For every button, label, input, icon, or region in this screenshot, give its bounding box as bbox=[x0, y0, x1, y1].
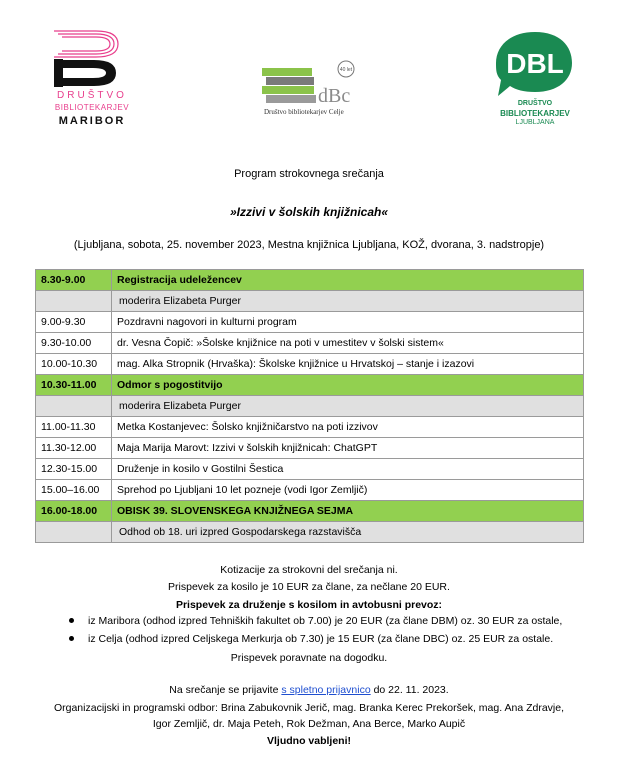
program-activity: Maja Marija Marovt: Izzivi v šolskih knjižnicah: ChatGPT bbox=[112, 438, 584, 459]
program-time: 16.00-18.00 bbox=[36, 501, 112, 522]
program-time: 12.30-15.00 bbox=[36, 459, 112, 480]
program-table bbox=[35, 269, 584, 543]
program-row bbox=[36, 354, 584, 375]
program-time: 8.30-9.00 bbox=[36, 270, 112, 291]
dbm-line2: BIBLIOTEKARJEV bbox=[54, 103, 130, 112]
program-row bbox=[36, 501, 584, 522]
bus-option-text: iz Maribora (odhod izpred Tehniških fakultet ob 7.00) je 20 EUR (za člane DBM) oz. 30 EUR za ostale, bbox=[88, 615, 563, 627]
bus-options-list bbox=[60, 612, 562, 648]
lunch-fee: Prispevek za kosilo je 10 EUR za člane, za nečlane 20 EUR. bbox=[168, 581, 450, 593]
dbl-line1: DRUŠTVO bbox=[517, 100, 553, 107]
logo-dbm bbox=[46, 28, 136, 130]
program-activity: Druženje in kosilo v Gostilni Šestica bbox=[112, 459, 584, 480]
dbl-mark: DBL bbox=[506, 48, 564, 79]
program-time bbox=[36, 396, 112, 417]
committee-line2: Igor Zemljič, dr. Maja Peteh, Rok Dežman, Ana Berce, Marko Aupič bbox=[152, 718, 466, 730]
program-time: 15.00–16.00 bbox=[36, 480, 112, 501]
program-activity: Odmor s pogostitvijo bbox=[112, 375, 584, 396]
program-row bbox=[36, 312, 584, 333]
committee-line1: Organizacijski in programski odbor: Brina Zabukovnik Jerič, mag. Branka Kerec Prekoršek, mag. Ana Zdravje, bbox=[53, 702, 565, 714]
program-row bbox=[36, 375, 584, 396]
program-row bbox=[36, 522, 584, 543]
program-row bbox=[36, 417, 584, 438]
program-activity: moderira Elizabeta Purger bbox=[112, 396, 584, 417]
logo-bar bbox=[0, 0, 618, 140]
program-activity: dr. Vesna Čopič: »Šolske knjižnice na poti v umestitev v šolski sistem« bbox=[112, 333, 584, 354]
program-time: 9.00-9.30 bbox=[36, 312, 112, 333]
program-row bbox=[36, 291, 584, 312]
program-row bbox=[36, 438, 584, 459]
bus-option bbox=[60, 612, 562, 630]
program-activity: Metka Kostanjevec: Šolsko knjižničarstvo na poti izzivov bbox=[112, 417, 584, 438]
signup-link[interactable]: s spletno prijavnico bbox=[281, 684, 371, 696]
program-table-body bbox=[36, 270, 584, 543]
program-activity: Odhod ob 18. uri izpred Gospodarskega razstavišča bbox=[112, 522, 584, 543]
dbc-badge: 40 let bbox=[339, 67, 353, 73]
payment-note: Prispevek poravnate na dogodku. bbox=[230, 652, 388, 664]
signup-prefix: Na srečanje se prijavite bbox=[169, 684, 282, 696]
dbc-caption: Društvo bibliotekarjev Celje bbox=[264, 108, 344, 116]
bullet-icon bbox=[69, 618, 74, 623]
program-row bbox=[36, 396, 584, 417]
fee-note: Kotizacije za strokovni del srečanja ni. bbox=[220, 564, 398, 576]
signup-suffix: do 22. 11. 2023. bbox=[370, 684, 449, 696]
program-time: 11.00-11.30 bbox=[36, 417, 112, 438]
program-row bbox=[36, 270, 584, 291]
dbl-speech-bubble-icon bbox=[490, 30, 580, 100]
program-activity: Sprehod po Ljubljani 10 let pozneje (vodi Igor Zemljič) bbox=[112, 480, 584, 501]
dbc-mark: dBc bbox=[318, 85, 351, 107]
bus-heading: Prispevek za druženje s kosilom in avtobusni prevoz: bbox=[175, 599, 443, 611]
dbl-line3: LJUBLJANA bbox=[515, 119, 555, 126]
signup-line bbox=[0, 682, 618, 698]
program-time bbox=[36, 522, 112, 543]
bus-option bbox=[60, 630, 562, 648]
program-time: 10.30-11.00 bbox=[36, 375, 112, 396]
program-row bbox=[36, 333, 584, 354]
program-activity: mag. Alka Stropnik (Hrvaška): Školske knjižnice u Hrvatskoj – stanje i izazovi bbox=[112, 354, 584, 375]
program-activity: Pozdravni nagovori in kulturni program bbox=[112, 312, 584, 333]
bus-option-text: iz Celja (odhod izpred Celjskega Merkurja ob 7.30) je 15 EUR (za člane DBC) oz. 25 EUR za ostale. bbox=[88, 633, 554, 645]
program-row bbox=[36, 480, 584, 501]
program-activity: Registracija udeležencev bbox=[112, 270, 584, 291]
program-activity: moderira Elizabeta Purger bbox=[112, 291, 584, 312]
program-row bbox=[36, 459, 584, 480]
event-details: (Ljubljana, sobota, 25. november 2023, Mestna knjižnica Ljubljana, KOŽ, dvorana, 3. nadstropje) bbox=[73, 239, 545, 251]
program-time bbox=[36, 291, 112, 312]
dbm-line1: DRUŠTVO bbox=[57, 90, 127, 101]
logo-dbl bbox=[490, 30, 580, 130]
program-time: 11.30-12.00 bbox=[36, 438, 112, 459]
program-time: 9.30-10.00 bbox=[36, 333, 112, 354]
dbc-books-icon bbox=[260, 58, 370, 108]
bullet-icon bbox=[69, 636, 74, 641]
logo-dbc bbox=[260, 58, 370, 118]
program-title: Program strokovnega srečanja bbox=[234, 168, 384, 180]
program-activity: OBISK 39. SLOVENSKEGA KNJIŽNEGA SEJMA bbox=[112, 501, 584, 522]
program-time: 10.00-10.30 bbox=[36, 354, 112, 375]
closing: Vljudno vabljeni! bbox=[266, 735, 351, 747]
dbl-line2: BIBLIOTEKARJEV bbox=[500, 109, 570, 118]
dbm-line3: MARIBOR bbox=[58, 115, 126, 127]
event-title: »Izzivi v šolskih knjižnicah« bbox=[229, 205, 389, 219]
dbm-monogram-icon bbox=[46, 28, 136, 90]
